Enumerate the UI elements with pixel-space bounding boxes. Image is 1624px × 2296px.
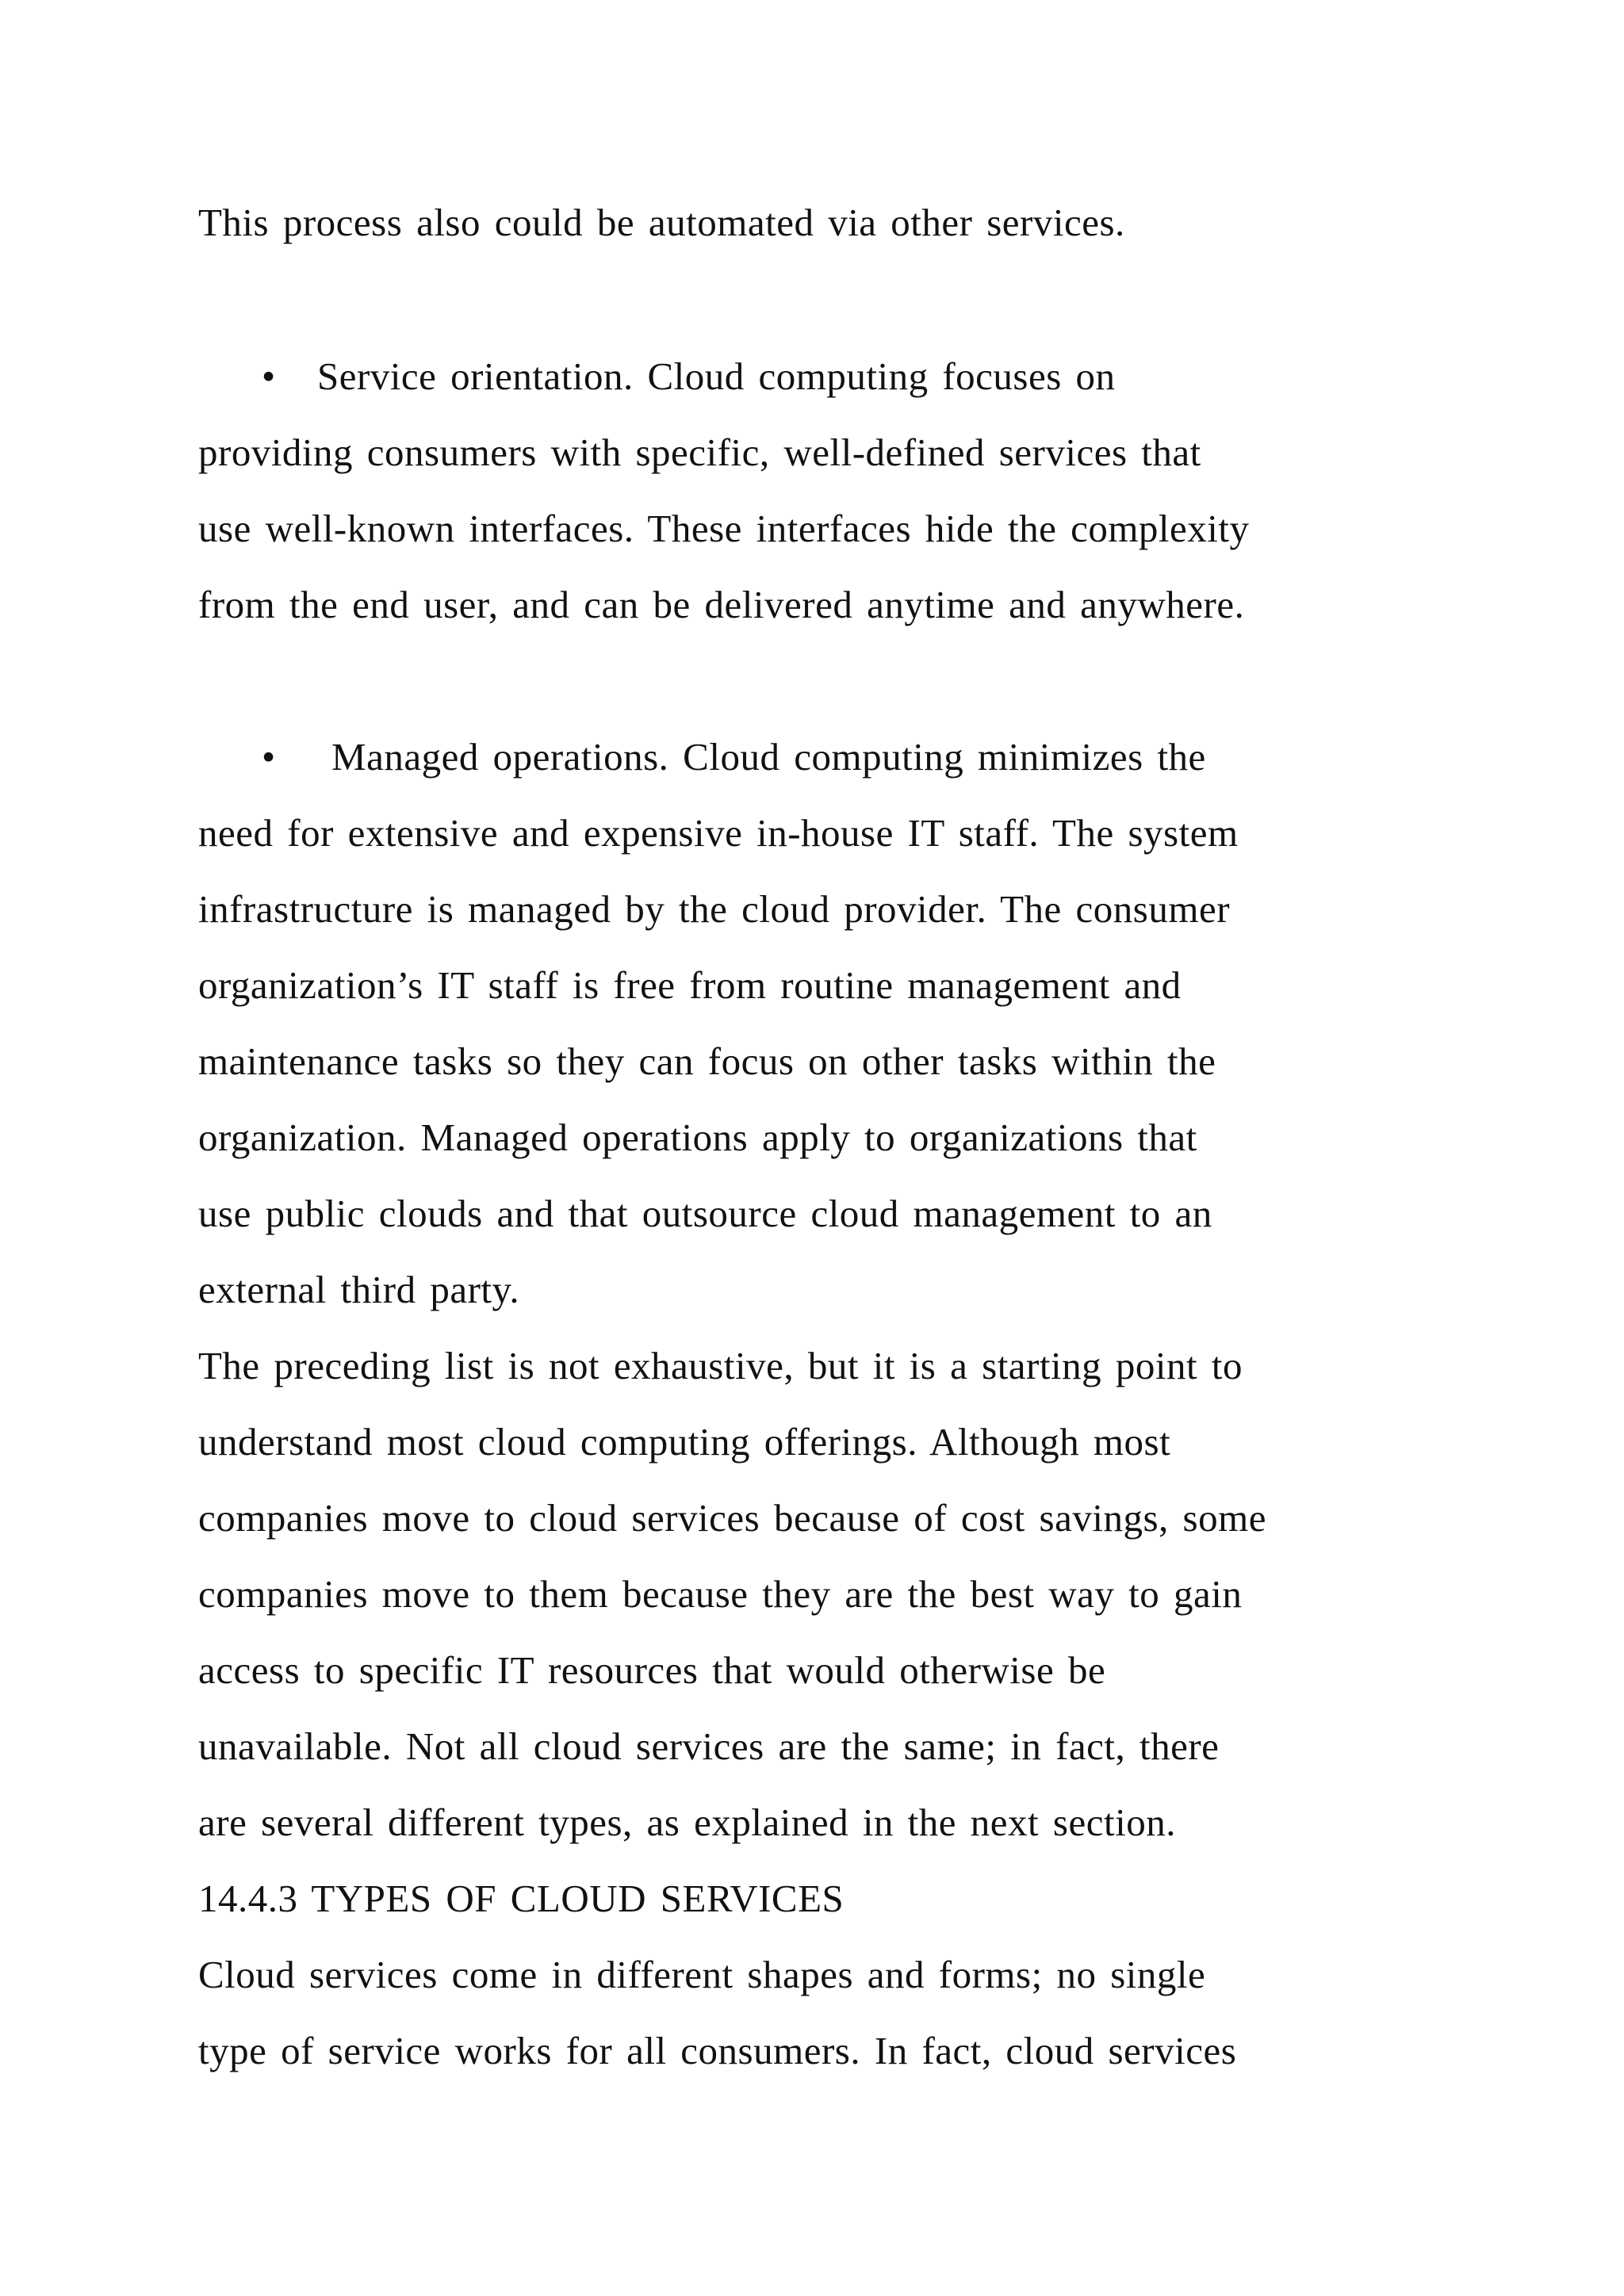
text-line: organization. Managed operations apply to organizations that [198,1115,1197,1159]
text-line: external third party. [198,1268,520,1311]
text-line: use public clouds and that outsource cloud management to an [198,1192,1212,1235]
intro-line: This process also could be automated via other services. [198,201,1125,244]
text-line: infrastructure is managed by the cloud provider. The consumer [198,887,1231,931]
text-line: understand most cloud computing offerings. Although most [198,1420,1171,1464]
text-line: maintenance tasks so they can focus on other tasks within the [198,1039,1216,1083]
text-line: from the end user, and can be delivered anytime and anywhere. [198,583,1245,626]
document-page [198,0,1467,2296]
bullet-line: • Service orientation. Cloud computing focuses on [262,354,1116,398]
text-line: access to specific IT resources that would otherwise be [198,1648,1106,1692]
text-line: companies move to them because they are the best way to gain [198,1572,1243,1616]
text-line: unavailable. Not all cloud services are the same; in fact, there [198,1724,1220,1768]
section-heading: 14.4.3 TYPES OF CLOUD SERVICES [198,1877,845,1920]
text-line: type of service works for all consumers. In fact, cloud services [198,2029,1237,2072]
text-line: use well-known interfaces. These interfaces hide the complexity [198,507,1250,550]
bullet-icon: • [262,735,276,779]
text-line: are several different types, as explained in the next section. [198,1800,1176,1844]
text-line: companies move to cloud services because of cost savings, some [198,1496,1266,1540]
bullet-icon: • [262,354,276,398]
text-line: Cloud services come in different shapes and forms; no single [198,1953,1206,1996]
bullet-line: • Managed operations. Cloud computing minimizes the [262,735,1206,779]
text-line: organization’s IT staff is free from routine management and [198,963,1182,1007]
text-line: The preceding list is not exhaustive, but it is a starting point to [198,1344,1243,1387]
text-line: providing consumers with specific, well-defined services that [198,430,1201,474]
text-line: need for extensive and expensive in-house IT staff. The system [198,811,1239,855]
